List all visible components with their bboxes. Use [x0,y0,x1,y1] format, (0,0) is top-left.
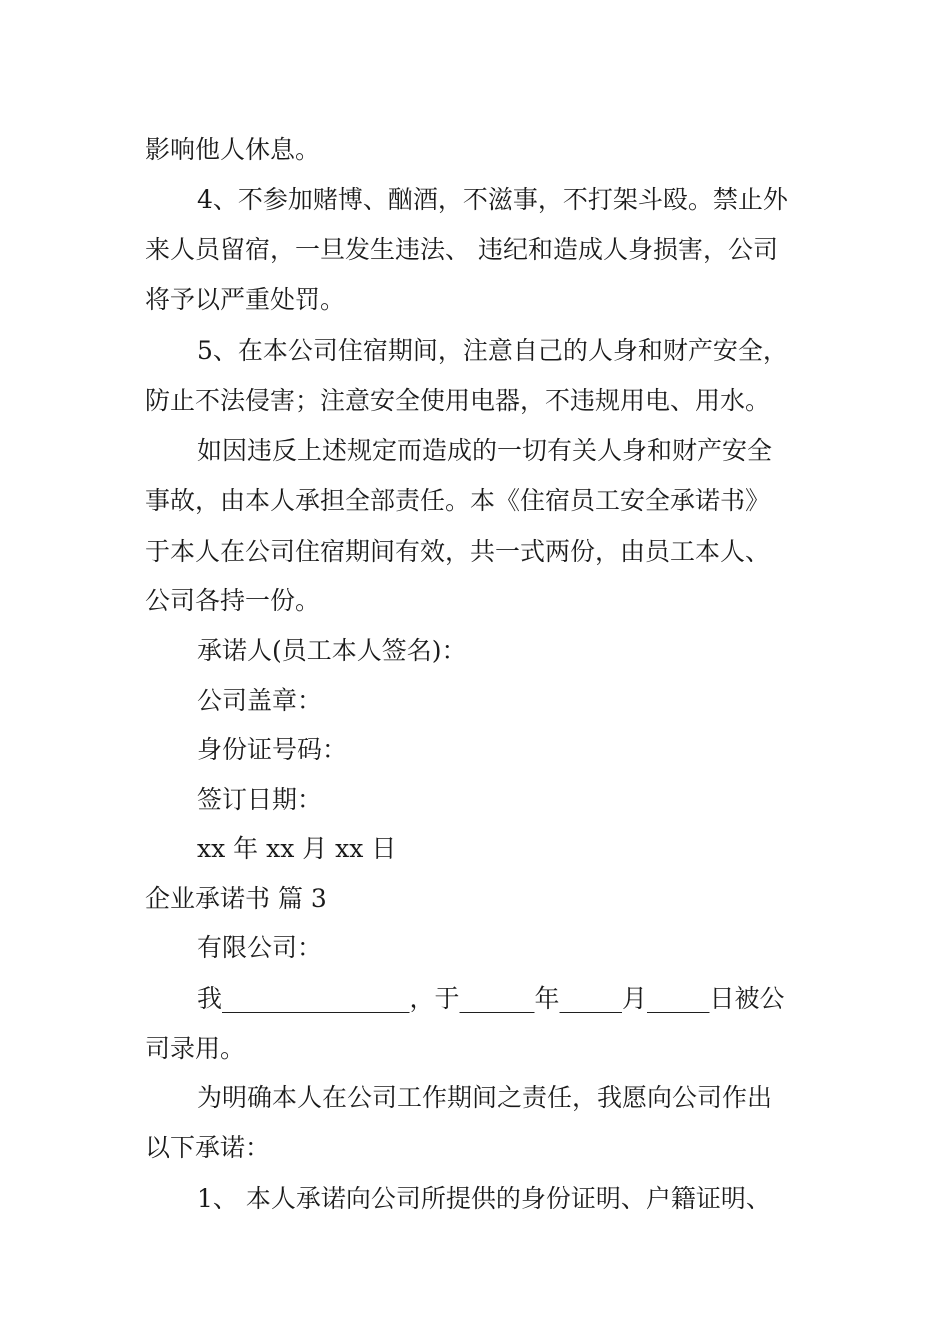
text-line: 我_______________，于______年_____月_____日被公 [197,984,785,1013]
text-line: 防止不法侵害；注意安全使用电器，不违规用电、用水。 [145,386,771,415]
text-line: 为明确本人在公司工作期间之责任，我愿向公司作出 [197,1083,773,1112]
text-line: 5、在本公司住宿期间，注意自己的人身和财产安全， [197,336,788,365]
text-line: 有限公司： [197,933,323,962]
text-line: 4、不参加赌博、酗酒，不滋事，不打架斗殴。禁止外 [197,185,788,214]
text-line: 承诺人(员工本人签名)： [197,636,467,665]
text-line: xx 年 xx 月 xx 日 [197,834,397,863]
text-line: 公司各持一份。 [145,586,321,615]
text-line: 1、 本人承诺向公司所提供的身份证明、户籍证明、 [197,1184,771,1213]
text-line: 于本人在公司住宿期间有效，共一式两份，由员工本人、 [145,537,771,566]
text-line: 签订日期： [197,785,323,814]
section-heading: 企业承诺书 篇 3 [145,884,327,913]
text-line: 以下承诺： [145,1133,271,1162]
text-line: 来人员留宿，一旦发生违法、 违纪和造成人身损害，公司 [145,235,778,264]
text-line: 如因违反上述规定而造成的一切有关人身和财产安全 [197,436,773,465]
text-line: 将予以严重处罚。 [145,285,346,314]
text-line: 影响他人休息。 [145,135,321,164]
text-line: 身份证号码： [197,735,348,764]
text-line: 公司盖章： [197,686,323,715]
text-line: 事故，由本人承担全部责任。本《住宿员工安全承诺书》 [145,486,771,515]
text-line: 司录用。 [145,1034,246,1063]
